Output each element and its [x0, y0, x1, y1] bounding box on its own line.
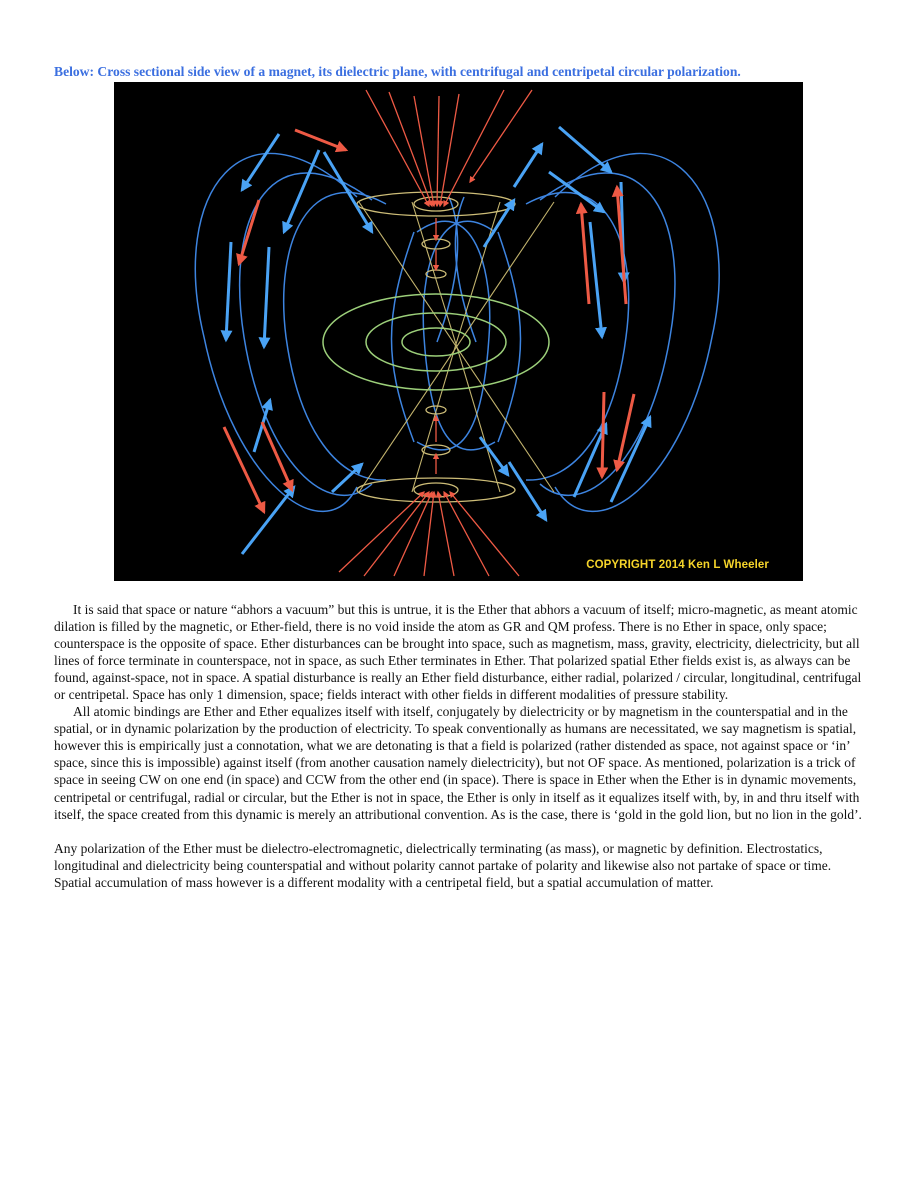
field-line: [498, 232, 521, 442]
body-text: [54, 601, 866, 891]
magnet-field-diagram: [114, 82, 803, 581]
paragraph: All atomic bindings are Ether and Ether equalizes itself with itself, conjugately by dielectricity or by magnetism in the counterspatial and in the spatial, or in dynamic polarization by the production of electricity. To speak conventionally as humans are necessitated, we say magnetism is spatial, however this is empirically just a connotation, what we are detonating is that a field is polarized (rather distended as space, not against space or ‘in’ space, since this is impossible) against itself (from another causation namely dielectricity), but not OF space. As mentioned, polarization is a trick of space in seeing CW on one end (in space) and CCW from the other end (in space). There is space in Ether when the Ether is in dynamic movements, centripetal or centrifugal, radial or circular, but the Ether is not in space, the Ether is only in itself as it equalizes itself with, by, in and thru itself with itself, the space created from this dynamic is merely an attributional convention. As is the case, there is ‘gold in the gold lion, but no lion in the gold’.: [54, 704, 862, 822]
field-line: [392, 232, 415, 442]
field-line: [540, 173, 675, 495]
field-line: [526, 193, 629, 481]
dielectric-plane: [323, 294, 549, 390]
field-line: [437, 197, 458, 342]
field-line: [455, 197, 476, 342]
polar-cones: [359, 202, 554, 492]
field-diagram-svg: [114, 82, 803, 581]
paragraph: It is said that space or nature “abhors a vacuum” but this is untrue, it is the Ether that abhors a vacuum of itself; micro-magnetic, as meant atomic dilation is filled by the magnetic, or Ether-field, there is no void inside the atom as GR and QM profess. There is no Ether in space, only space; counterspace is the opposite of space. Ether disturbances can be brought into space, such as magnetism, mass, gravity, electricity, dielectricity, but all lines of force terminate in counterspace, not in space, as such Ether terminates in Ether. That polarized spatial Ether fields exist is, as always can be found, against-space, not in space. A spatial disturbance is really an Ether field disturbance, either radial, polarized / circular, longitudinal, centrifugal or centripetal. Space has only 1 dimension, space; fields interact with other fields in different modalities of pressure stability.: [54, 602, 862, 703]
field-line: [284, 193, 386, 481]
paragraph: Any polarization of the Ether must be dielectro-electromagnetic, dielectrically terminating (as mass), or magnetic by definition. Electrostatics, longitudinal and dielectricity being counterspatial and without polarity cannot partake of polarity and likewise also not partake of space or time. Spatial accumulation of mass however is a different modality with a centripetal field, but a spatial accumulation of matter.: [54, 840, 832, 890]
field-lines: [195, 153, 719, 511]
field-line: [240, 173, 372, 495]
copyright-notice: COPYRIGHT 2014 Ken L Wheeler: [586, 559, 769, 571]
figure-caption: Below: Cross sectional side view of a magnet, its dielectric plane, with centrifugal and centripetal circular polarization.: [54, 64, 741, 79]
